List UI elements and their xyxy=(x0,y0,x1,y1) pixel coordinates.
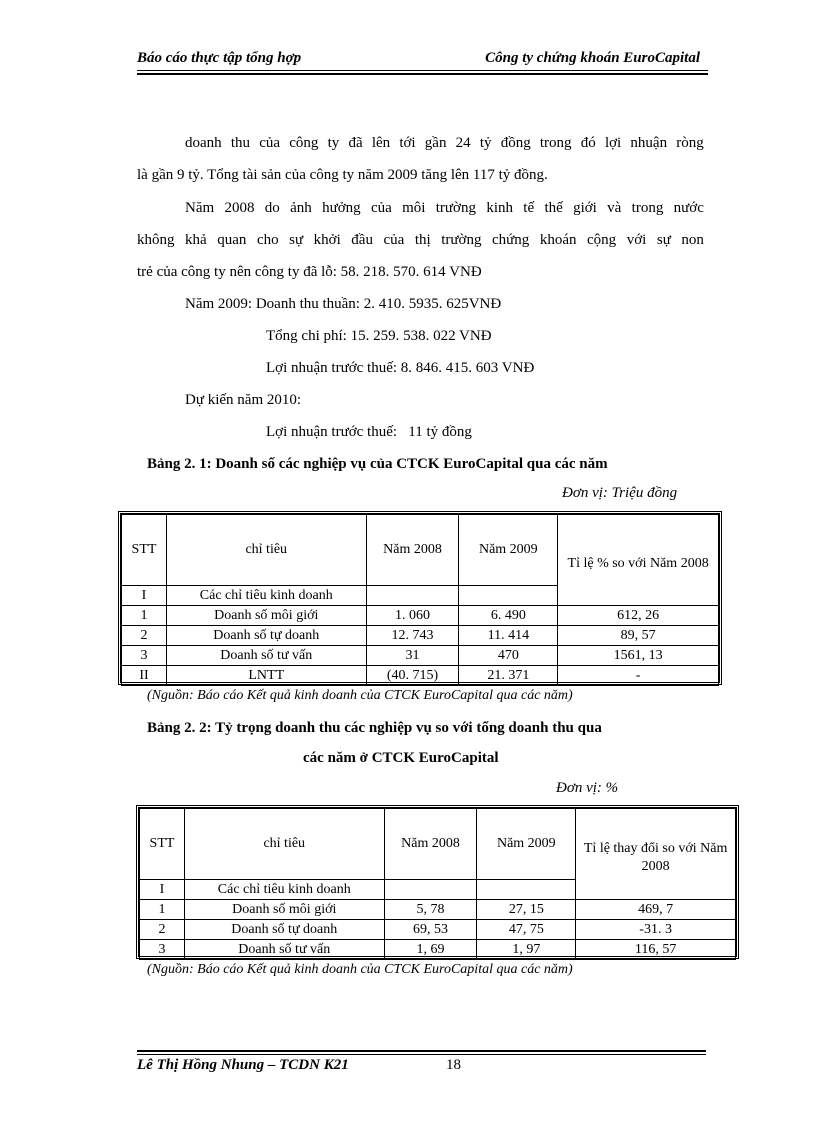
table1-cell: Doanh số tư vấn xyxy=(166,646,366,666)
word: ròng xyxy=(676,135,704,151)
word: thế xyxy=(544,200,563,216)
table2-cell: Doanh số môi giới xyxy=(184,900,384,920)
table2-cell xyxy=(477,880,576,900)
table1-cell: 12. 743 xyxy=(366,626,459,646)
table-row xyxy=(140,920,736,940)
table1-source: (Nguồn: Báo cáo Kết quả kinh doanh của CTCK EuroCapital qua các năm) xyxy=(147,688,573,703)
table2-caption-line-1: Bảng 2. 2: Tỷ trọng doanh thu các nghiệp vụ so với tổng doanh thu qua xyxy=(147,720,602,736)
table2-cell xyxy=(384,880,477,900)
table1-cell: - xyxy=(558,666,719,686)
table2-header-stt: STT xyxy=(140,809,185,880)
table1-cell: Doanh số môi giới xyxy=(166,606,366,626)
table1-cell: 31 xyxy=(366,646,459,666)
header-company: Công ty chứng khoán EuroCapital xyxy=(485,50,700,66)
table1-cell: Doanh số tự doanh xyxy=(166,626,366,646)
word: ảnh xyxy=(290,200,312,216)
table1-header-2008: Năm 2008 xyxy=(366,515,459,586)
word: khởi xyxy=(313,232,341,248)
word: đầu xyxy=(351,232,373,248)
table-row xyxy=(140,940,736,960)
word: tế xyxy=(523,200,535,216)
word: đã xyxy=(348,135,363,151)
footer-rule-thick xyxy=(137,1050,706,1052)
table2-cell: Các chỉ tiêu kinh doanh xyxy=(184,880,384,900)
table1-cell: 2 xyxy=(122,626,167,646)
table2-cell: 1, 69 xyxy=(384,940,477,960)
table2-cell: Doanh số tự doanh xyxy=(184,920,384,940)
word: không xyxy=(137,232,175,248)
word: trong xyxy=(631,200,664,216)
table2 xyxy=(139,808,736,960)
table2-header-2009: Năm 2009 xyxy=(477,809,576,880)
word: gần xyxy=(424,135,447,151)
paragraph-2-line-2 xyxy=(137,230,704,250)
table1-cell: (40. 715) xyxy=(366,666,459,686)
word: hưởng xyxy=(322,200,361,216)
revenue-2009: Năm 2009: Doanh thu thuần: 2. 410. 5935. 625VNĐ xyxy=(185,296,502,312)
word: tỷ xyxy=(479,135,492,151)
table2-cell: 469, 7 xyxy=(576,900,736,920)
header-report-title: Báo cáo thực tập tổng hợp xyxy=(137,50,302,66)
table2-cell: 69, 53 xyxy=(384,920,477,940)
word: công xyxy=(289,135,319,151)
table-row xyxy=(122,626,719,646)
table1-cell: 612, 26 xyxy=(558,606,719,626)
word: doanh xyxy=(185,135,222,151)
table1-cell: II xyxy=(122,666,167,686)
table2-cell: 1 xyxy=(140,900,185,920)
word: 24 xyxy=(455,135,471,151)
table1-cell: 11. 414 xyxy=(459,626,558,646)
word: của xyxy=(259,135,281,151)
table-row xyxy=(140,900,736,920)
word: chứng xyxy=(491,232,530,248)
table1-cell: LNTT xyxy=(166,666,366,686)
table2-cell: 27, 15 xyxy=(477,900,576,920)
header-rule xyxy=(137,70,708,71)
table1-cell: 1 xyxy=(122,606,167,626)
word: nước xyxy=(673,200,704,216)
word: thị xyxy=(414,232,431,248)
table1-cell: 21. 371 xyxy=(459,666,558,686)
total-cost: Tổng chi phí: 15. 259. 538. 022 VNĐ xyxy=(266,328,492,344)
table2-cell: 47, 75 xyxy=(477,920,576,940)
paragraph-1-line-1 xyxy=(185,133,704,153)
word: nhuận xyxy=(630,135,668,151)
table2-cell: -31. 3 xyxy=(576,920,736,940)
table2-cell: 1, 97 xyxy=(477,940,576,960)
table2-caption-line-2: các năm ở CTCK EuroCapital xyxy=(303,750,499,766)
table2-cell: 5, 78 xyxy=(384,900,477,920)
word: tới xyxy=(399,135,416,151)
paragraph-1-line-2: là gần 9 tỷ. Tổng tài sản của công ty năm 2009 tăng lên 117 tỷ đồng. xyxy=(137,167,548,183)
table1-cell: 6. 490 xyxy=(459,606,558,626)
table2-cell: 116, 57 xyxy=(576,940,736,960)
paragraph-2-line-1 xyxy=(185,198,704,218)
table2-unit: Đơn vị: % xyxy=(556,780,619,796)
table2-header-indicator: chỉ tiêu xyxy=(184,809,384,880)
table2-header-2008: Năm 2008 xyxy=(384,809,477,880)
word: đó xyxy=(580,135,596,151)
table2-cell: I xyxy=(140,880,185,900)
word: khả xyxy=(185,232,207,248)
word: Năm xyxy=(185,200,215,216)
word: của xyxy=(370,200,392,216)
table-row xyxy=(122,606,719,626)
table1-cell: 89, 57 xyxy=(558,626,719,646)
table2-header-ratio: Tỉ lệ thay đổi so với Năm 2008 xyxy=(576,809,736,900)
footer-author: Lê Thị Hồng Nhung – TCDN K21 xyxy=(137,1057,349,1073)
word: lợi xyxy=(604,135,622,151)
pretax-profit: Lợi nhuận trước thuế: 8. 846. 415. 603 VNĐ xyxy=(266,360,535,376)
table-row xyxy=(122,646,719,666)
page-number: 18 xyxy=(446,1057,461,1073)
word: kinh xyxy=(486,200,513,216)
table1-cell: Các chỉ tiêu kinh doanh xyxy=(166,586,366,606)
word: non xyxy=(681,232,704,248)
forecast-2010: Dự kiến năm 2010: xyxy=(185,392,302,408)
table1-header-ratio: Tỉ lệ % so với Năm 2008 xyxy=(558,515,719,606)
word: do xyxy=(264,200,280,216)
word: ty xyxy=(327,135,340,151)
table1-header-stt: STT xyxy=(122,515,167,586)
table1-header-2009: Năm 2009 xyxy=(459,515,558,586)
table1-caption: Bảng 2. 1: Doanh số các nghiệp vụ của CTCK EuroCapital qua các năm xyxy=(147,456,608,472)
word: cho xyxy=(256,232,279,248)
footer-rule xyxy=(137,1054,706,1055)
table-row xyxy=(122,666,719,686)
word: trường xyxy=(441,232,482,248)
table1-cell: 3 xyxy=(122,646,167,666)
word: của xyxy=(383,232,405,248)
word: đồng xyxy=(500,135,531,151)
word: trường xyxy=(435,200,476,216)
table2-cell: Doanh số tư vấn xyxy=(184,940,384,960)
word: và xyxy=(607,200,622,216)
word: lên xyxy=(371,135,391,151)
page-header xyxy=(137,48,706,70)
table1-cell: 1. 060 xyxy=(366,606,459,626)
table2-source: (Nguồn: Báo cáo Kết quả kinh doanh của CTCK EuroCapital qua các năm) xyxy=(147,962,573,977)
table1-cell xyxy=(459,586,558,606)
word: môi xyxy=(402,200,426,216)
table2-cell: 3 xyxy=(140,940,185,960)
table1-cell: 470 xyxy=(459,646,558,666)
header-rule-thick xyxy=(137,73,708,75)
word: trong xyxy=(539,135,572,151)
table1-unit: Đơn vị: Triệu đồng xyxy=(562,485,678,501)
table1 xyxy=(121,514,719,686)
word: quan xyxy=(217,232,247,248)
word: sự xyxy=(656,232,671,248)
word: sự xyxy=(289,232,304,248)
table1-cell: I xyxy=(122,586,167,606)
word: 2008 xyxy=(224,200,255,216)
word: giới xyxy=(573,200,597,216)
table1-cell xyxy=(366,586,459,606)
table2-cell: 2 xyxy=(140,920,185,940)
word: cộng xyxy=(587,232,617,248)
word: thu xyxy=(230,135,251,151)
word: khoán xyxy=(539,232,577,248)
forecast-profit: Lợi nhuận trước thuế: 11 tỷ đồng xyxy=(266,424,472,440)
table1-header-indicator: chỉ tiêu xyxy=(166,515,366,586)
paragraph-2-line-3: trẻ của công ty nên công ty đã lỗ: 58. 218. 570. 614 VNĐ xyxy=(137,264,482,280)
word: với xyxy=(626,232,647,248)
table1-cell: 1561, 13 xyxy=(558,646,719,666)
